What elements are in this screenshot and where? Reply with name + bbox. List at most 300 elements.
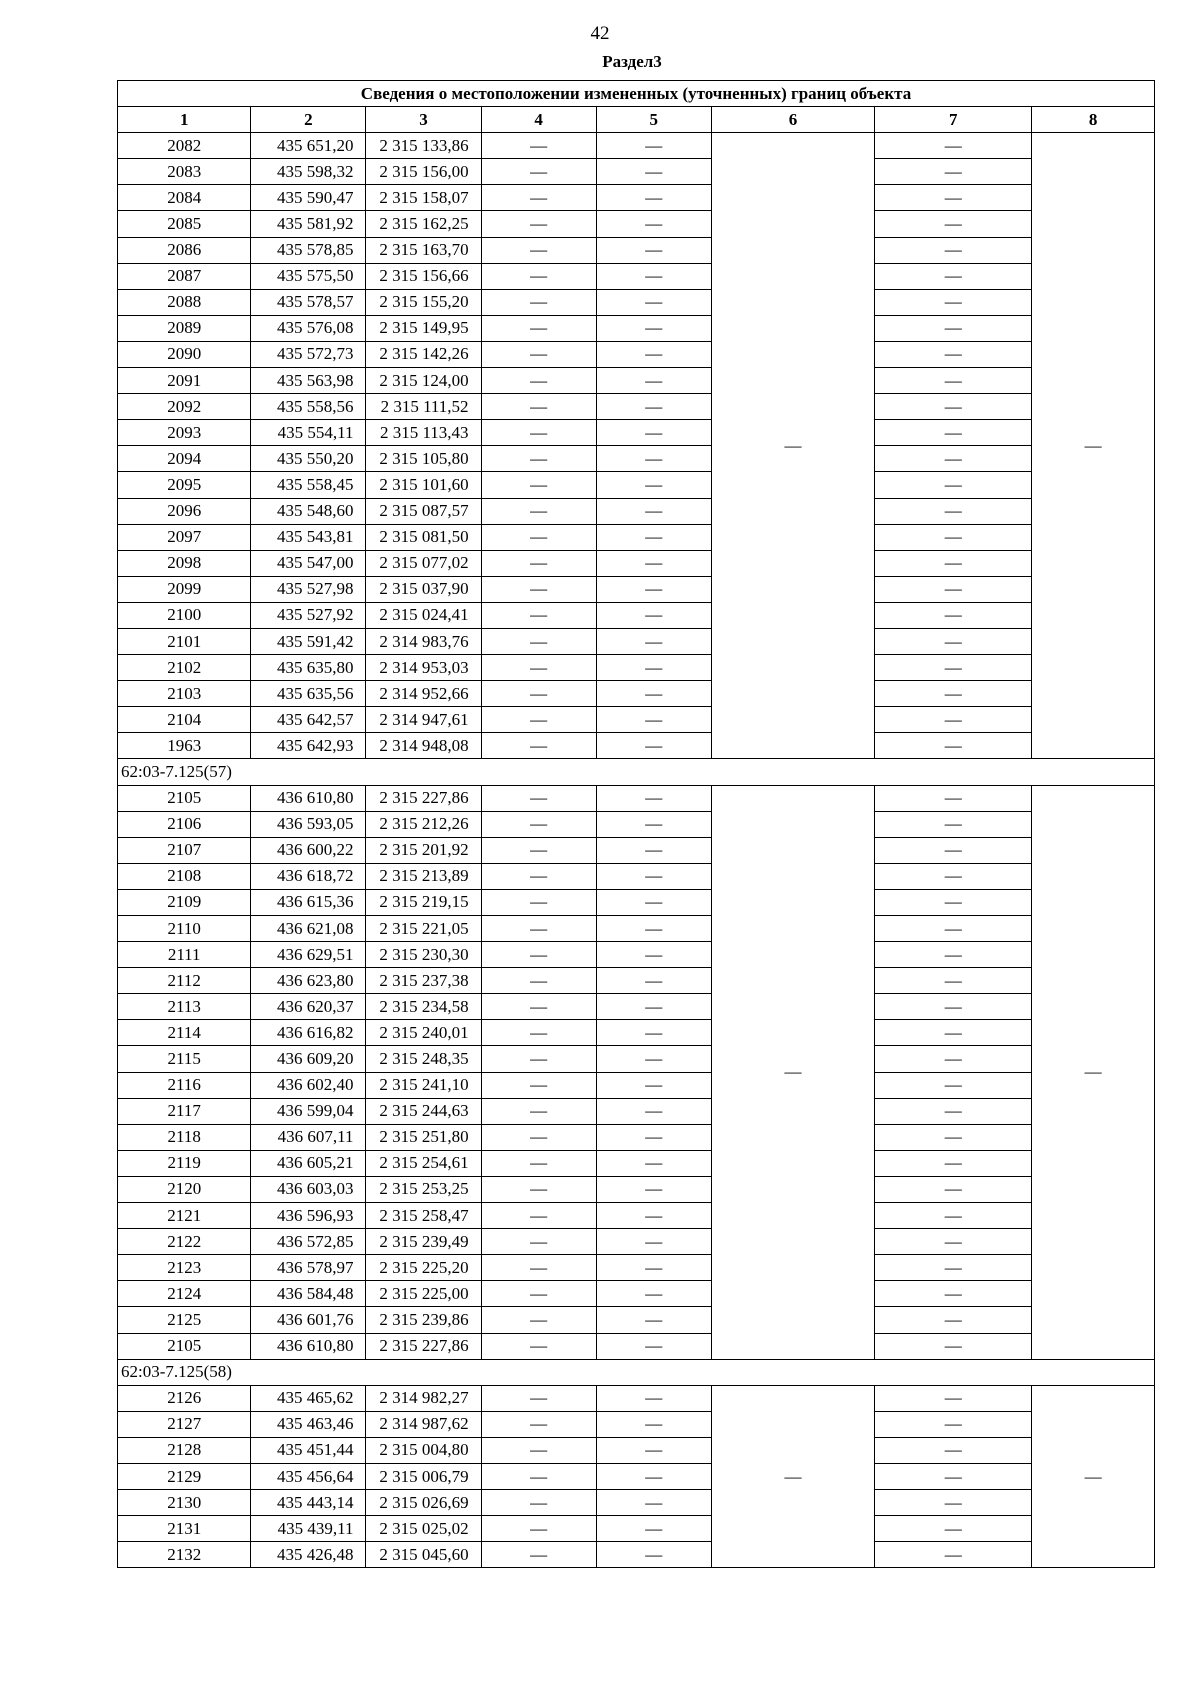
coordinate-x: 436 578,97	[251, 1255, 366, 1281]
point-number: 2110	[118, 916, 251, 942]
column-7-value: —	[875, 1072, 1032, 1098]
table-body	[118, 133, 1155, 1568]
point-number: 2108	[118, 863, 251, 889]
coordinate-x: 435 642,93	[251, 733, 366, 759]
column-7-value: —	[875, 133, 1032, 159]
column-5-value: —	[596, 289, 711, 315]
table-row	[118, 1124, 1155, 1150]
column-4-value: —	[481, 916, 596, 942]
table-row	[118, 237, 1155, 263]
table-row	[118, 1542, 1155, 1568]
column-5-value: —	[596, 1463, 711, 1489]
column-5-value: —	[596, 1255, 711, 1281]
column-4-value: —	[481, 785, 596, 811]
coordinate-y: 2 315 237,38	[366, 968, 481, 994]
column-7-value: —	[875, 942, 1032, 968]
column-header-4: 4	[481, 107, 596, 133]
column-4-value: —	[481, 368, 596, 394]
column-4-value: —	[481, 576, 596, 602]
column-4-value: —	[481, 1385, 596, 1411]
coordinate-x: 435 451,44	[251, 1437, 366, 1463]
column-4-value: —	[481, 1176, 596, 1202]
point-number: 2086	[118, 237, 251, 263]
table-row	[118, 1516, 1155, 1542]
point-number: 2089	[118, 315, 251, 341]
group-label: 62:03-7.125(57)	[118, 759, 1155, 785]
column-5-value: —	[596, 1385, 711, 1411]
table-row	[118, 341, 1155, 367]
table-row	[118, 837, 1155, 863]
coordinate-y: 2 315 025,02	[366, 1516, 481, 1542]
page-number: 42	[590, 23, 610, 44]
column-header-8: 8	[1032, 107, 1155, 133]
table-row	[118, 550, 1155, 576]
point-number: 2105	[118, 785, 251, 811]
coordinate-x: 435 463,46	[251, 1411, 366, 1437]
coordinate-y: 2 315 156,00	[366, 159, 481, 185]
coordinate-y: 2 314 953,03	[366, 655, 481, 681]
table-row	[118, 1176, 1155, 1202]
coordinate-x: 436 605,21	[251, 1150, 366, 1176]
coordinate-x: 435 443,14	[251, 1490, 366, 1516]
coordinate-x: 435 651,20	[251, 133, 366, 159]
column-5-value: —	[596, 1046, 711, 1072]
column-4-value: —	[481, 707, 596, 733]
column-7-value: —	[875, 446, 1032, 472]
coordinate-y: 2 315 253,25	[366, 1176, 481, 1202]
column-7-value: —	[875, 211, 1032, 237]
column-5-value: —	[596, 394, 711, 420]
column-7-value: —	[875, 1516, 1032, 1542]
point-number: 2125	[118, 1307, 251, 1333]
column-5-value: —	[596, 315, 711, 341]
coordinate-y: 2 314 987,62	[366, 1411, 481, 1437]
column-4-value: —	[481, 133, 596, 159]
coordinate-x: 435 554,11	[251, 420, 366, 446]
coordinate-x: 435 598,32	[251, 159, 366, 185]
coordinate-y: 2 315 230,30	[366, 942, 481, 968]
coordinate-y: 2 315 133,86	[366, 133, 481, 159]
column-7-value: —	[875, 785, 1032, 811]
point-number: 2131	[118, 1516, 251, 1542]
coordinate-x: 436 584,48	[251, 1281, 366, 1307]
group-label: 62:03-7.125(58)	[118, 1359, 1155, 1385]
coordinate-y: 2 315 225,00	[366, 1281, 481, 1307]
column-5-value: —	[596, 133, 711, 159]
coordinate-y: 2 315 239,49	[366, 1229, 481, 1255]
column-7-value: —	[875, 707, 1032, 733]
coordinate-x: 435 576,08	[251, 315, 366, 341]
column-4-value: —	[481, 1516, 596, 1542]
column-5-value: —	[596, 1307, 711, 1333]
column-7-value: —	[875, 837, 1032, 863]
coordinate-y: 2 315 149,95	[366, 315, 481, 341]
point-number: 2127	[118, 1411, 251, 1437]
column-7-value: —	[875, 733, 1032, 759]
column-4-value: —	[481, 1229, 596, 1255]
coordinate-x: 435 465,62	[251, 1385, 366, 1411]
column-7-value: —	[875, 498, 1032, 524]
column-5-value: —	[596, 628, 711, 654]
point-number: 2106	[118, 811, 251, 837]
group-label-row	[118, 1359, 1155, 1385]
point-number: 2122	[118, 1229, 251, 1255]
column-4-value: —	[481, 863, 596, 889]
point-number: 2090	[118, 341, 251, 367]
point-number: 2096	[118, 498, 251, 524]
coordinate-x: 435 527,98	[251, 576, 366, 602]
column-8-value: —	[1032, 133, 1155, 759]
coordinate-y: 2 315 234,58	[366, 994, 481, 1020]
coordinate-x: 435 456,64	[251, 1463, 366, 1489]
column-5-value: —	[596, 707, 711, 733]
coordinate-x: 436 621,08	[251, 916, 366, 942]
point-number: 2098	[118, 550, 251, 576]
column-4-value: —	[481, 1463, 596, 1489]
column-8-value: —	[1032, 785, 1155, 1359]
point-number: 2121	[118, 1203, 251, 1229]
coordinate-x: 435 591,42	[251, 628, 366, 654]
table-row	[118, 315, 1155, 341]
point-number: 2093	[118, 420, 251, 446]
coordinate-x: 436 596,93	[251, 1203, 366, 1229]
column-7-value: —	[875, 1307, 1032, 1333]
column-7-value: —	[875, 1437, 1032, 1463]
point-number: 2109	[118, 889, 251, 915]
coordinate-y: 2 315 105,80	[366, 446, 481, 472]
column-header-6: 6	[711, 107, 875, 133]
column-4-value: —	[481, 1150, 596, 1176]
column-4-value: —	[481, 185, 596, 211]
coordinate-x: 436 615,36	[251, 889, 366, 915]
point-number: 2097	[118, 524, 251, 550]
point-number: 2118	[118, 1124, 251, 1150]
point-number: 2094	[118, 446, 251, 472]
column-4-value: —	[481, 942, 596, 968]
table-row	[118, 968, 1155, 994]
column-7-value: —	[875, 237, 1032, 263]
coordinate-x: 435 547,00	[251, 550, 366, 576]
column-5-value: —	[596, 1072, 711, 1098]
point-number: 2129	[118, 1463, 251, 1489]
point-number: 2107	[118, 837, 251, 863]
coordinate-x: 435 635,56	[251, 681, 366, 707]
column-7-value: —	[875, 1411, 1032, 1437]
table-row	[118, 498, 1155, 524]
column-6-value: —	[711, 785, 875, 1359]
column-6-value: —	[711, 133, 875, 759]
coordinate-y: 2 315 244,63	[366, 1098, 481, 1124]
point-number: 2092	[118, 394, 251, 420]
column-4-value: —	[481, 1072, 596, 1098]
point-number: 2124	[118, 1281, 251, 1307]
column-4-value: —	[481, 1437, 596, 1463]
coordinate-y: 2 315 045,60	[366, 1542, 481, 1568]
table-row	[118, 1333, 1155, 1359]
column-5-value: —	[596, 602, 711, 628]
table-row	[118, 1255, 1155, 1281]
column-4-value: —	[481, 498, 596, 524]
coordinate-y: 2 315 004,80	[366, 1437, 481, 1463]
coordinate-y: 2 315 212,26	[366, 811, 481, 837]
table-row	[118, 733, 1155, 759]
column-7-value: —	[875, 1281, 1032, 1307]
column-4-value: —	[481, 1203, 596, 1229]
column-4-value: —	[481, 1098, 596, 1124]
coordinate-x: 436 610,80	[251, 1333, 366, 1359]
coordinate-y: 2 315 024,41	[366, 602, 481, 628]
point-number: 2123	[118, 1255, 251, 1281]
point-number: 2112	[118, 968, 251, 994]
point-number: 2101	[118, 628, 251, 654]
coordinate-x: 435 572,73	[251, 341, 366, 367]
column-5-value: —	[596, 1490, 711, 1516]
column-5-value: —	[596, 1437, 711, 1463]
column-4-value: —	[481, 811, 596, 837]
point-number: 2095	[118, 472, 251, 498]
column-5-value: —	[596, 916, 711, 942]
coordinate-y: 2 315 163,70	[366, 237, 481, 263]
column-4-value: —	[481, 315, 596, 341]
table-row	[118, 1072, 1155, 1098]
column-header-row	[118, 107, 1155, 133]
group-label-row	[118, 759, 1155, 785]
column-4-value: —	[481, 159, 596, 185]
column-4-value: —	[481, 1124, 596, 1150]
column-4-value: —	[481, 681, 596, 707]
column-7-value: —	[875, 1098, 1032, 1124]
point-number: 2082	[118, 133, 251, 159]
coordinate-x: 436 620,37	[251, 994, 366, 1020]
column-5-value: —	[596, 1281, 711, 1307]
coordinate-x: 436 618,72	[251, 863, 366, 889]
column-5-value: —	[596, 733, 711, 759]
column-5-value: —	[596, 942, 711, 968]
column-7-value: —	[875, 1176, 1032, 1202]
point-number: 2088	[118, 289, 251, 315]
table-row	[118, 785, 1155, 811]
table-row	[118, 576, 1155, 602]
point-number: 2115	[118, 1046, 251, 1072]
column-4-value: —	[481, 1490, 596, 1516]
coordinate-y: 2 315 248,35	[366, 1046, 481, 1072]
table-row	[118, 811, 1155, 837]
column-4-value: —	[481, 263, 596, 289]
column-5-value: —	[596, 1176, 711, 1202]
table-row	[118, 1307, 1155, 1333]
column-7-value: —	[875, 1124, 1032, 1150]
point-number: 2114	[118, 1020, 251, 1046]
coordinate-x: 435 439,11	[251, 1516, 366, 1542]
point-number: 2099	[118, 576, 251, 602]
point-number: 1963	[118, 733, 251, 759]
column-4-value: —	[481, 524, 596, 550]
point-number: 2102	[118, 655, 251, 681]
coordinate-y: 2 314 948,08	[366, 733, 481, 759]
coordinate-y: 2 315 081,50	[366, 524, 481, 550]
coordinate-x: 436 593,05	[251, 811, 366, 837]
coordinate-x: 435 581,92	[251, 211, 366, 237]
column-7-value: —	[875, 968, 1032, 994]
point-number: 2126	[118, 1385, 251, 1411]
coordinate-y: 2 314 983,76	[366, 628, 481, 654]
column-header-2: 2	[251, 107, 366, 133]
column-7-value: —	[875, 1203, 1032, 1229]
column-header-5: 5	[596, 107, 711, 133]
section-title: Раздел3	[602, 52, 662, 71]
column-5-value: —	[596, 1516, 711, 1542]
column-7-value: —	[875, 811, 1032, 837]
coordinate-x: 436 600,22	[251, 837, 366, 863]
table-row	[118, 863, 1155, 889]
coordinate-y: 2 315 162,25	[366, 211, 481, 237]
column-7-value: —	[875, 1255, 1032, 1281]
table-row	[118, 472, 1155, 498]
column-header-1: 1	[118, 107, 251, 133]
column-7-value: —	[875, 1463, 1032, 1489]
column-5-value: —	[596, 1203, 711, 1229]
column-4-value: —	[481, 628, 596, 654]
coordinate-y: 2 315 142,26	[366, 341, 481, 367]
column-7-value: —	[875, 420, 1032, 446]
column-7-value: —	[875, 916, 1032, 942]
column-5-value: —	[596, 785, 711, 811]
column-5-value: —	[596, 368, 711, 394]
column-5-value: —	[596, 681, 711, 707]
column-7-value: —	[875, 1020, 1032, 1046]
coordinate-x: 436 603,03	[251, 1176, 366, 1202]
table-row	[118, 289, 1155, 315]
point-number: 2116	[118, 1072, 251, 1098]
column-4-value: —	[481, 968, 596, 994]
table-row	[118, 263, 1155, 289]
coordinate-y: 2 315 251,80	[366, 1124, 481, 1150]
column-5-value: —	[596, 263, 711, 289]
table-row	[118, 681, 1155, 707]
column-header-3: 3	[366, 107, 481, 133]
coordinate-x: 436 629,51	[251, 942, 366, 968]
column-5-value: —	[596, 889, 711, 915]
point-number: 2083	[118, 159, 251, 185]
table-row	[118, 1150, 1155, 1176]
table-row	[118, 942, 1155, 968]
point-number: 2100	[118, 602, 251, 628]
coordinate-x: 436 602,40	[251, 1072, 366, 1098]
column-5-value: —	[596, 655, 711, 681]
table-row	[118, 1385, 1155, 1411]
column-7-value: —	[875, 185, 1032, 211]
column-5-value: —	[596, 498, 711, 524]
column-5-value: —	[596, 1229, 711, 1255]
coordinate-x: 435 550,20	[251, 446, 366, 472]
column-8-value: —	[1032, 1385, 1155, 1568]
point-number: 2084	[118, 185, 251, 211]
table-row	[118, 1098, 1155, 1124]
column-5-value: —	[596, 1124, 711, 1150]
column-7-value: —	[875, 889, 1032, 915]
point-number: 2105	[118, 1333, 251, 1359]
column-4-value: —	[481, 1542, 596, 1568]
coordinate-y: 2 315 221,05	[366, 916, 481, 942]
coordinate-y: 2 315 227,86	[366, 1333, 481, 1359]
column-4-value: —	[481, 837, 596, 863]
column-7-value: —	[875, 159, 1032, 185]
column-5-value: —	[596, 576, 711, 602]
coordinate-x: 435 426,48	[251, 1542, 366, 1568]
table-row	[118, 1411, 1155, 1437]
column-5-value: —	[596, 1333, 711, 1359]
column-5-value: —	[596, 1150, 711, 1176]
column-5-value: —	[596, 341, 711, 367]
point-number: 2104	[118, 707, 251, 733]
coordinate-y: 2 314 952,66	[366, 681, 481, 707]
column-4-value: —	[481, 1333, 596, 1359]
column-7-value: —	[875, 1385, 1032, 1411]
table-row	[118, 994, 1155, 1020]
column-5-value: —	[596, 994, 711, 1020]
column-4-value: —	[481, 211, 596, 237]
coordinate-x: 436 623,80	[251, 968, 366, 994]
column-7-value: —	[875, 1333, 1032, 1359]
coordinate-y: 2 315 155,20	[366, 289, 481, 315]
point-number: 2117	[118, 1098, 251, 1124]
point-number: 2113	[118, 994, 251, 1020]
table-row	[118, 1046, 1155, 1072]
coordinate-y: 2 315 037,90	[366, 576, 481, 602]
coordinate-x: 435 575,50	[251, 263, 366, 289]
column-4-value: —	[481, 1411, 596, 1437]
column-5-value: —	[596, 237, 711, 263]
coordinate-x: 435 578,85	[251, 237, 366, 263]
column-5-value: —	[596, 524, 711, 550]
column-4-value: —	[481, 420, 596, 446]
point-number: 2111	[118, 942, 251, 968]
coordinate-x: 435 635,80	[251, 655, 366, 681]
table-row	[118, 159, 1155, 185]
coordinate-x: 436 616,82	[251, 1020, 366, 1046]
column-7-value: —	[875, 655, 1032, 681]
coordinate-y: 2 314 982,27	[366, 1385, 481, 1411]
column-7-value: —	[875, 368, 1032, 394]
column-4-value: —	[481, 472, 596, 498]
column-7-value: —	[875, 1150, 1032, 1176]
column-5-value: —	[596, 211, 711, 237]
column-5-value: —	[596, 837, 711, 863]
point-number: 2119	[118, 1150, 251, 1176]
table-row	[118, 420, 1155, 446]
table-row	[118, 1437, 1155, 1463]
column-5-value: —	[596, 1020, 711, 1046]
column-4-value: —	[481, 733, 596, 759]
coordinate-y: 2 315 087,57	[366, 498, 481, 524]
coordinate-x: 436 572,85	[251, 1229, 366, 1255]
coordinate-y: 2 315 006,79	[366, 1463, 481, 1489]
column-5-value: —	[596, 811, 711, 837]
coordinate-y: 2 315 124,00	[366, 368, 481, 394]
coordinate-x: 436 601,76	[251, 1307, 366, 1333]
coordinate-x: 436 607,11	[251, 1124, 366, 1150]
coordinate-y: 2 315 101,60	[366, 472, 481, 498]
column-5-value: —	[596, 863, 711, 889]
coordinate-x: 435 563,98	[251, 368, 366, 394]
boundary-table	[117, 80, 1155, 1568]
column-7-value: —	[875, 602, 1032, 628]
column-7-value: —	[875, 550, 1032, 576]
column-7-value: —	[875, 1046, 1032, 1072]
table-row	[118, 628, 1155, 654]
coordinate-x: 435 558,45	[251, 472, 366, 498]
column-header-7: 7	[875, 107, 1032, 133]
